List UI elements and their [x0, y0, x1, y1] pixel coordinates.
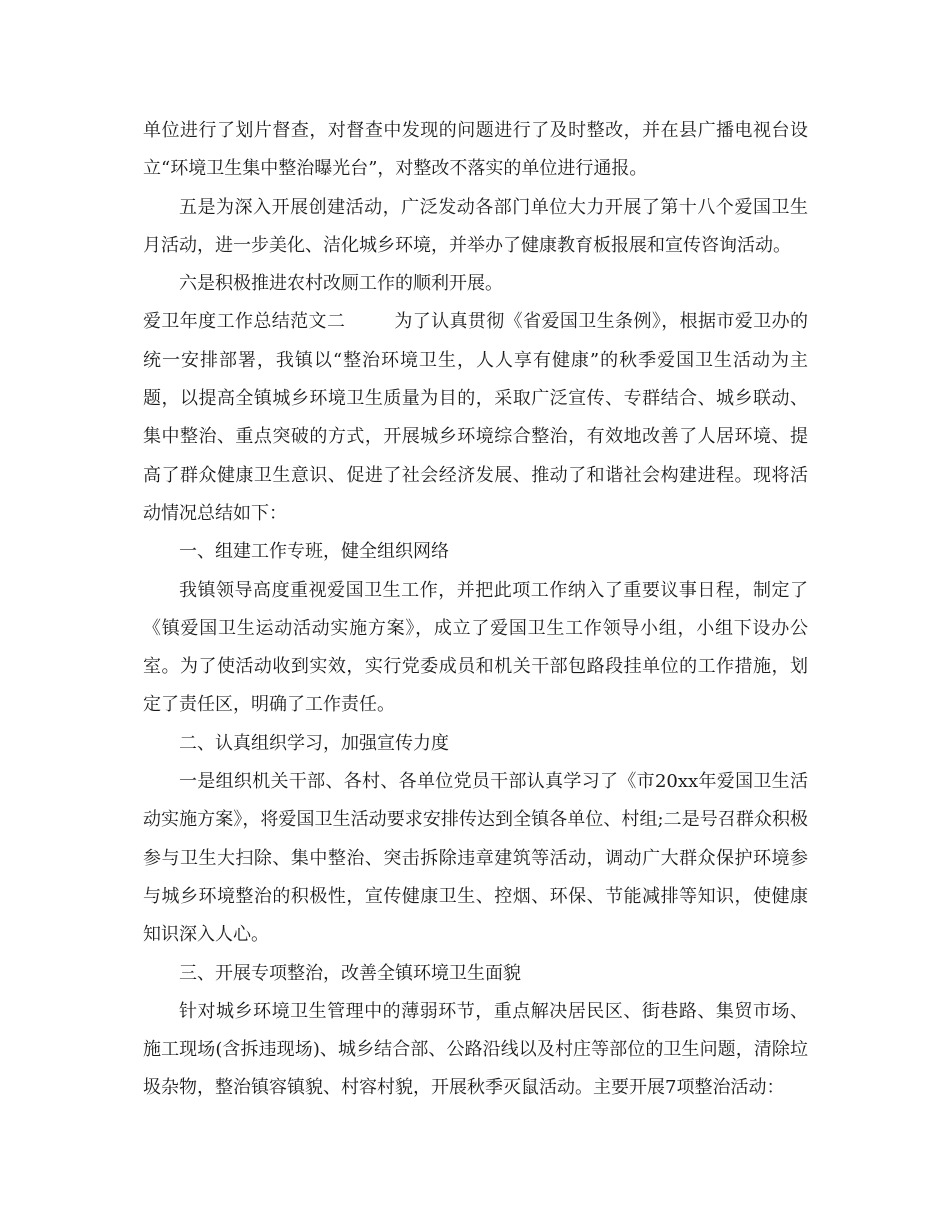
paragraph-8: 一是组织机关干部、各村、各单位党员干部认真学习了《市20xx年爱国卫生活动实施方案》，将爱国卫生活动要求安排传达到全镇各单位、村组;二是号召群众积极参与卫生大扫除、集中整治、突击拆除违章建筑等活动，调动广大群众保护环境参与城乡环境整治的积极性，宣传健康卫生、控烟、环保、节能减排等知识，使健康知识深入人心。 — [143, 771, 808, 946]
paragraph-3: 六是积极推进农村改厕工作的顺利开展。 — [179, 273, 503, 295]
heading-3: 三、开展专项整治，改善全镇环境卫生面貌 — [179, 962, 521, 984]
title-gap — [345, 311, 394, 332]
paragraph-2: 五是为深入开展创建活动，广泛发动各部门单位大力开展了第十八个爱国卫生月活动，进一步美化、洁化城乡环境，并举办了健康教育板报展和宣传咨询活动。 — [143, 196, 808, 256]
heading-2: 二、认真组织学习，加强宣传力度 — [179, 732, 449, 754]
section-title-inline: 爱卫年度工作总结范文二 — [143, 311, 346, 333]
paragraph-6: 我镇领导高度重视爱国卫生工作，并把此项工作纳入了重要议事日程，制定了《镇爱国卫生运动活动实施方案》，成立了爱国卫生工作领导小组，小组下设办公室。为了使活动收到实效，实行党委成员和机关干部包路段挂单位的工作措施，划定了责任区，明确了工作责任。 — [143, 579, 808, 716]
paragraph-4-text: 为了认真贯彻《省爱国卫生条例》，根据市爱卫办的统一安排部署，我镇以“整治环境卫生，人人享有健康”的秋季爱国卫生活动为主题，以提高全镇城乡环境卫生质量为目的，采取广泛宣传、专群结合、城乡联动、集中整治、重点突破的方式，开展城乡环境综合整治，有效地改善了人居环境、提高了群众健康卫生意识、促进了社会经济发展、推动了和谐社会构建进程。现将活动情况总结如下： — [143, 311, 809, 524]
paragraph-10: 针对城乡环境卫生管理中的薄弱环节，重点解决居民区、街巷路、集贸市场、施工现场(含拆违现场)、城乡结合部、公路沿线以及村庄等部位的卫生问题，清除垃圾杂物，整治镇容镇貌、村容村貌，开展秋季灭鼠活动。主要开展7项整治活动： — [143, 1000, 808, 1099]
paragraph-4 — [143, 303, 808, 533]
document-body — [143, 112, 808, 1108]
heading-1: 一、组建工作专班，健全组织网络 — [179, 541, 449, 563]
paragraph-1: 单位进行了划片督查，对督查中发现的问题进行了及时整改，并在县广播电视台设立“环境卫生集中整治曝光台”，对整改不落实的单位进行通报。 — [143, 120, 808, 180]
